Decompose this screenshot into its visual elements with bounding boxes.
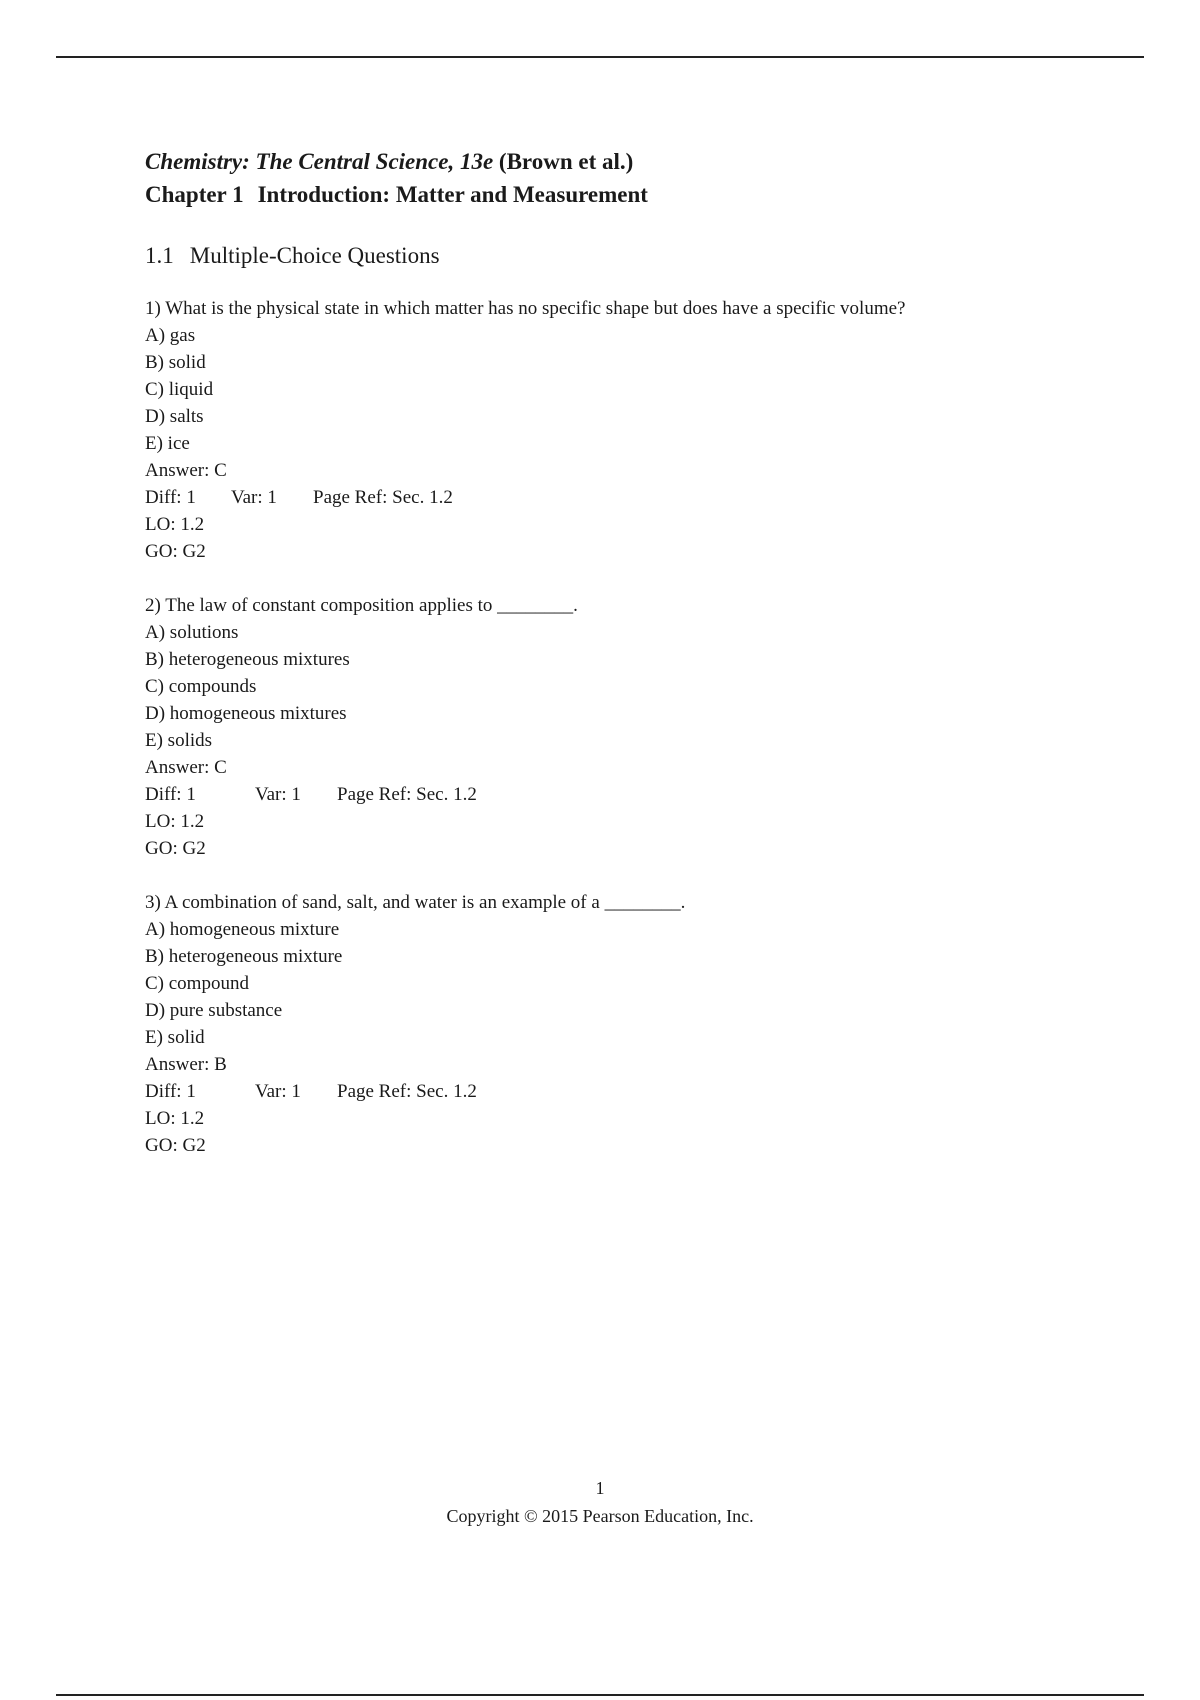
question-2 (145, 592, 1105, 862)
question-1 (145, 295, 1105, 565)
difficulty: Diff: 1 (145, 487, 196, 508)
variant: Var: 1 (255, 1081, 301, 1102)
global-outcome: GO: G2 (145, 1135, 206, 1156)
option-a: A) homogeneous mixture (145, 919, 340, 940)
question-3 (145, 889, 1105, 1159)
learning-objective: LO: 1.2 (145, 1108, 205, 1129)
page-reference: Page Ref: Sec. 1.2 (313, 487, 453, 508)
chapter-heading (145, 178, 1105, 211)
question-metadata (145, 1078, 1105, 1105)
question-metadata (145, 781, 1105, 808)
question-prompt: 3) A combination of sand, salt, and water is an example of a ________. (145, 892, 686, 913)
section-title: Multiple-Choice Questions (189, 243, 440, 268)
top-rule (56, 56, 1144, 58)
answer: Answer: C (145, 460, 227, 481)
question-prompt: 2) The law of constant composition applies to ________. (145, 595, 578, 616)
book-heading (145, 145, 1105, 178)
question-prompt: 1) What is the physical state in which matter has no specific shape but does have a specific volume? (145, 298, 906, 319)
option-c: C) compound (145, 973, 249, 994)
learning-objective: LO: 1.2 (145, 514, 205, 535)
variant: Var: 1 (255, 784, 301, 805)
book-title: Chemistry: The Central Science, 13e (145, 149, 494, 174)
chapter-number: Chapter 1 (145, 182, 244, 207)
option-c: C) compounds (145, 676, 257, 697)
difficulty: Diff: 1 (145, 1081, 196, 1102)
option-b: B) heterogeneous mixture (145, 946, 343, 967)
option-a: A) solutions (145, 622, 239, 643)
answer: Answer: C (145, 757, 227, 778)
page-content (145, 145, 1105, 1159)
option-a: A) gas (145, 325, 196, 346)
option-b: B) heterogeneous mixtures (145, 649, 350, 670)
option-d: D) homogeneous mixtures (145, 703, 347, 724)
variant: Var: 1 (231, 487, 277, 508)
option-d: D) pure substance (145, 1000, 283, 1021)
book-authors: (Brown et al.) (498, 149, 634, 174)
global-outcome: GO: G2 (145, 838, 206, 859)
question-metadata (145, 484, 1105, 511)
global-outcome: GO: G2 (145, 541, 206, 562)
page-number: 1 (595, 1478, 605, 1498)
bottom-rule (56, 1694, 1144, 1696)
option-e: E) solid (145, 1027, 205, 1048)
page-reference: Page Ref: Sec. 1.2 (337, 784, 477, 805)
option-d: D) salts (145, 406, 204, 427)
section-number: 1.1 (145, 243, 174, 268)
option-c: C) liquid (145, 379, 214, 400)
answer: Answer: B (145, 1054, 227, 1075)
learning-objective: LO: 1.2 (145, 811, 205, 832)
option-b: B) solid (145, 352, 206, 373)
option-e: E) solids (145, 730, 213, 751)
copyright-notice: Copyright © 2015 Pearson Education, Inc. (446, 1506, 754, 1526)
option-e: E) ice (145, 433, 190, 454)
difficulty: Diff: 1 (145, 784, 196, 805)
section-heading (145, 241, 1105, 271)
page-reference: Page Ref: Sec. 1.2 (337, 1081, 477, 1102)
chapter-title: Introduction: Matter and Measurement (257, 182, 648, 207)
